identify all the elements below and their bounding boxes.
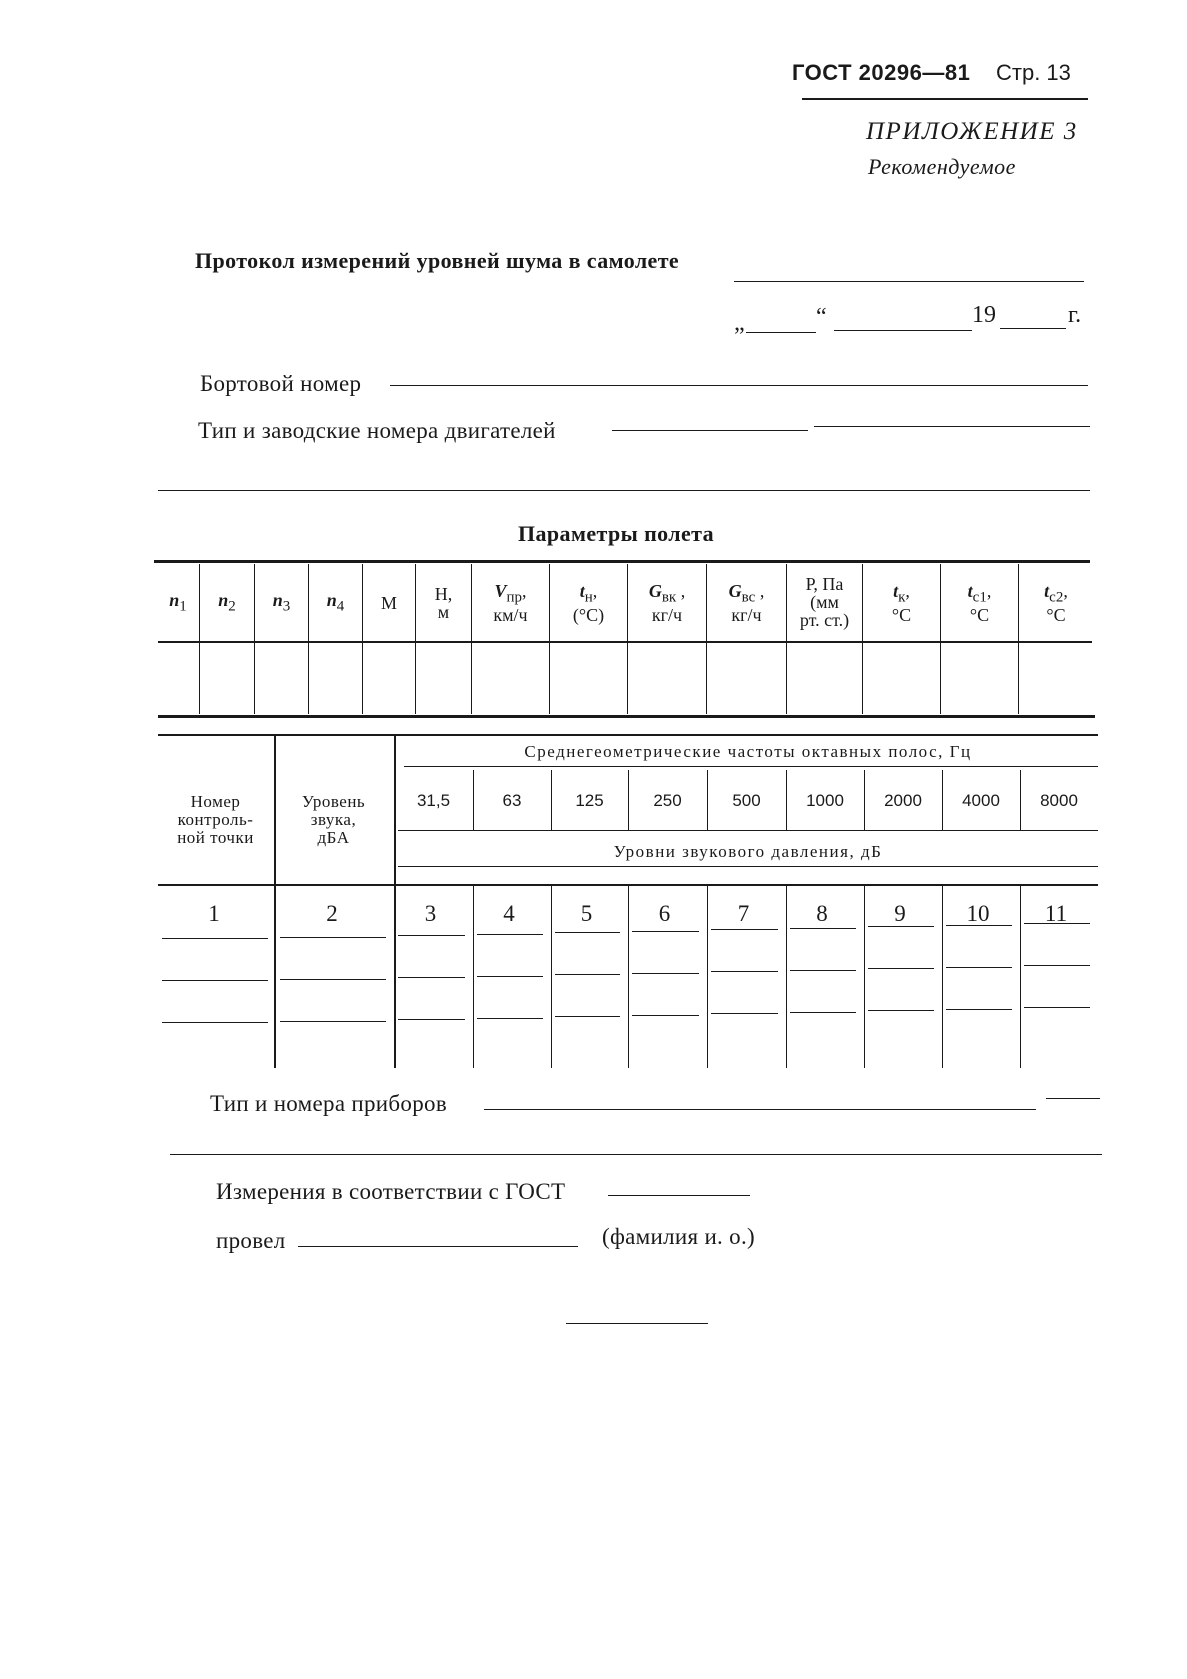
noise-entry-line[interactable] [162,1022,268,1023]
flight-col-divider [627,564,628,714]
noise-entry-line[interactable] [555,974,620,975]
frequency-cell: 250 [653,790,682,810]
noise-col-divider [628,886,629,1068]
noise-entry-line[interactable] [1024,923,1090,924]
noise-entry-line[interactable] [280,979,386,980]
col-temp-c1: $t_{с1}$, °C [967,581,992,625]
freq-caption-rule [404,766,1098,767]
freq-col-divider [473,770,474,830]
noise-col-divider [786,886,787,1068]
pressure-caption-rule [398,866,1098,867]
sound-level-header: Уровень звука, дБА [301,792,366,847]
noise-col-divider [942,886,943,1068]
instruments-field-1[interactable] [484,1109,1036,1110]
frequency-cell: 4000 [962,790,1000,810]
noise-entry-line[interactable] [790,970,856,971]
appendix-label: ПРИЛОЖЕНИЕ 3 [866,118,1078,145]
frequency-cell: 500 [732,790,761,810]
column-number: 10 [966,900,990,926]
column-number: 8 [816,900,828,926]
column-number: 9 [894,900,906,926]
noise-entry-line[interactable] [632,973,699,974]
recommendation-label: Рекомендуемое [868,154,1016,179]
flight-col-divider [706,564,707,714]
flight-col-divider [862,564,863,714]
noise-col-divider [707,886,708,1068]
frequency-cell: 1000 [806,790,844,810]
col-n2: $n_2$ [218,590,236,615]
gost-number-field[interactable] [608,1195,750,1196]
noise-entry-line[interactable] [280,1021,386,1022]
noise-entry-line[interactable] [162,980,268,981]
end-rule [566,1323,708,1324]
flight-table-top-rule [154,560,1090,563]
date-suffix: г. [1068,302,1082,328]
freq-col-divider [551,770,552,830]
flight-params-title: Параметры полета [518,521,715,546]
column-number: 3 [424,900,437,926]
col-temp-cabin: $t_к$, °C [891,581,912,625]
noise-entry-line[interactable] [868,968,934,969]
flight-col-divider [786,564,787,714]
title-blank-line [734,281,1084,282]
column-number: 6 [658,900,671,926]
noise-entry-line[interactable] [398,977,465,978]
header-rule [802,98,1088,100]
noise-entry-line[interactable] [946,925,1012,926]
board-number-field[interactable] [390,385,1088,386]
gost-measure-label: Измерения в соответствии с ГОСТ [216,1179,566,1204]
noise-entry-line[interactable] [162,938,268,939]
column-number: 7 [737,900,750,926]
date-month-field[interactable] [834,330,972,331]
col-n4: $n_4$ [326,590,345,615]
noise-entry-line[interactable] [868,926,934,927]
noise-col-divider [864,886,865,1068]
col-altitude: Н, м [434,584,453,622]
control-point-header: Номер контроль- ной точки [177,792,254,847]
conducted-name-field[interactable] [298,1246,578,1247]
flight-col-divider [549,564,550,714]
conducted-label: провел [216,1228,286,1253]
flight-col-divider [254,564,255,714]
flight-col-divider [415,564,416,714]
noise-entry-line[interactable] [477,976,543,977]
flight-table-bottom-rule [158,715,1095,718]
instruments-field-3[interactable] [170,1154,1102,1155]
frequency-cell: 8000 [1040,790,1078,810]
pressure-caption: Уровни звукового давления, дБ [613,841,883,861]
noise-entry-line[interactable] [477,934,543,935]
col-n1: $n_1$ [169,590,187,615]
flight-col-divider [471,564,472,714]
noise-col-divider [274,736,276,1068]
freq-col-divider [864,770,865,830]
noise-entry-line[interactable] [398,935,465,936]
flight-col-divider [362,564,363,714]
noise-entry-line[interactable] [711,1013,778,1014]
protocol-title: Протокол измерений уровней шума в самолете [195,248,680,273]
column-number: 4 [503,900,515,926]
frequency-cell: 31,5 [416,790,451,810]
frequency-cell: 125 [575,790,604,810]
date-open-quote: „ [734,310,745,336]
column-number: 5 [580,900,593,926]
noise-entry-line[interactable] [946,1009,1012,1010]
board-number-label: Бортовой номер [200,371,362,396]
engines-field-2[interactable] [814,426,1090,427]
noise-entry-line[interactable] [398,1019,465,1020]
date-year-prefix: 19 [972,302,996,328]
freq-col-divider [628,770,629,830]
noise-col-divider [473,886,474,1068]
noise-col-divider [551,886,552,1068]
noise-entry-line[interactable] [555,1016,620,1017]
freq-col-divider [786,770,787,830]
date-day-field[interactable] [746,332,816,333]
engines-field-1[interactable] [612,430,808,431]
noise-entry-line[interactable] [711,929,778,930]
instruments-field-2[interactable] [1046,1098,1100,1099]
flight-col-divider [308,564,309,714]
col-speed: $V_{пр}$, км/ч [493,581,528,625]
col-m: М [380,593,397,613]
col-pressure: Р, Па (мм рт. ст.) [799,574,850,630]
col-airflow-vs: $G_{вс}$ , кг/ч [728,581,765,625]
col-temp-c2: $t_{с2}$, °C [1044,581,1068,625]
noise-entry-line[interactable] [711,971,778,972]
frequency-cell: 63 [502,790,522,810]
flight-col-divider [940,564,941,714]
gost-number: ГОСТ 20296—81 [792,60,971,85]
noise-entry-line[interactable] [946,967,1012,968]
freq-caption: Среднегеометрические частоты октавных полос, Гц [524,741,972,761]
noise-entry-line[interactable] [280,937,386,938]
freq-col-divider [1020,770,1021,830]
frequency-cell: 2000 [884,790,922,810]
col-temp-outside: $t_н$, (°C) [572,581,605,625]
noise-entry-line[interactable] [868,1010,934,1011]
noise-entry-line[interactable] [790,1012,856,1013]
date-close-quote: “ [816,304,827,330]
noise-entry-line[interactable] [632,931,699,932]
engines-field-3[interactable] [158,490,1090,491]
noise-table-top-rule [158,734,1098,736]
flight-col-divider [199,564,200,714]
freq-col-divider [942,770,943,830]
date-year-field[interactable] [1000,328,1066,329]
noise-col-divider [394,736,396,1068]
freq-col-divider [707,770,708,830]
column-number: 1 [208,900,220,926]
page-number: Стр. 13 [996,60,1071,85]
noise-entry-line[interactable] [477,1018,543,1019]
name-hint: (фамилия и. о.) [602,1224,755,1249]
col-airflow-vk: $G_{вк}$ , кг/ч [648,581,686,625]
engines-label: Тип и заводские номера двигателей [198,418,556,443]
noise-col-divider [1020,886,1021,1068]
column-number: 2 [326,900,338,926]
instruments-label: Тип и номера приборов [210,1091,447,1116]
freq-values-rule [398,830,1098,831]
col-n3: $n_3$ [272,590,291,615]
noise-entry-line[interactable] [555,932,620,933]
noise-entry-line[interactable] [1024,1007,1090,1008]
noise-entry-line[interactable] [1024,965,1090,966]
noise-entry-line[interactable] [790,928,856,929]
flight-col-divider [1018,564,1019,714]
column-number: 11 [1044,900,1068,926]
noise-entry-line[interactable] [632,1015,699,1016]
flight-table-header-rule [158,641,1092,643]
